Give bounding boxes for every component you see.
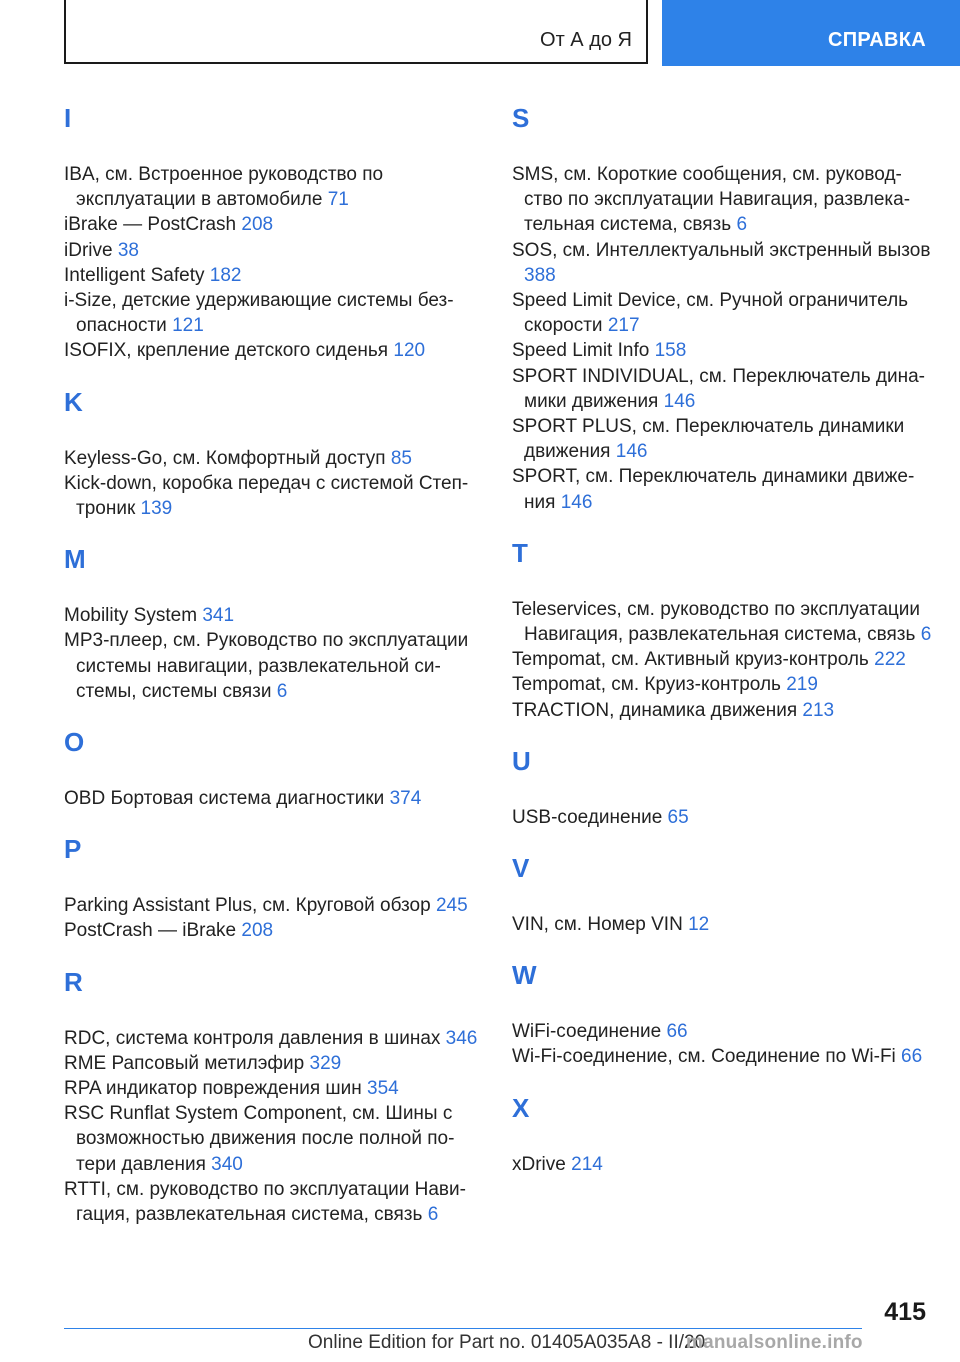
index-entry-text: iBrake — PostCrash bbox=[64, 214, 242, 236]
index-entry-text: Tempomat, см. Активный круиз-контроль bbox=[512, 649, 875, 671]
index-entry-text: TRACTION, динамика движения bbox=[512, 699, 803, 721]
page-link[interactable]: 139 bbox=[140, 498, 173, 520]
index-entry-text: SOS, см. Интеллектуальный экстренный вызов bbox=[512, 239, 931, 261]
section-letter: I bbox=[64, 103, 72, 133]
index-entry bbox=[512, 414, 932, 464]
page-link[interactable]: 346 bbox=[445, 1027, 478, 1049]
page-link[interactable]: 208 bbox=[241, 920, 274, 942]
index-section-t bbox=[512, 531, 932, 723]
index-entry bbox=[512, 338, 932, 363]
index-entry-text: IBA, см. Встроенное руководство по эксплуатации в автомобиле bbox=[64, 164, 384, 211]
index-entry bbox=[64, 786, 484, 811]
page-link[interactable]: 158 bbox=[654, 340, 687, 362]
page-link[interactable]: 65 bbox=[667, 806, 689, 828]
index-entry-text: SPORT INDIVIDUAL, см. Переключатель динамики движения bbox=[512, 365, 925, 412]
index-entry-text: Wi-Fi-соединение, см. Соединение по Wi-Fi bbox=[512, 1046, 902, 1068]
index-column-right bbox=[512, 96, 932, 1193]
index-entry bbox=[512, 912, 932, 937]
index-entry-text: Speed Limit Info bbox=[512, 340, 655, 362]
watermark: manualsonline.info bbox=[686, 1332, 863, 1353]
index-entry bbox=[512, 805, 932, 830]
index-entry bbox=[64, 162, 484, 212]
page-link[interactable]: 388 bbox=[524, 264, 556, 286]
index-entry bbox=[64, 1177, 484, 1227]
index-entry bbox=[64, 338, 484, 363]
index-entry-text: xDrive bbox=[512, 1153, 572, 1175]
section-letter: T bbox=[512, 537, 528, 568]
page-link[interactable]: 6 bbox=[276, 680, 288, 702]
index-section-i bbox=[64, 96, 484, 364]
index-entry bbox=[64, 1051, 484, 1076]
header-tab[interactable] bbox=[662, 0, 960, 66]
section-letter: V bbox=[512, 853, 530, 884]
index-entry bbox=[64, 212, 484, 237]
index-entry bbox=[64, 1026, 484, 1051]
index-entry bbox=[512, 1152, 932, 1177]
index-entry bbox=[512, 698, 932, 723]
page-link[interactable]: 182 bbox=[209, 264, 242, 286]
index-entry-text: RTTI, см. руководство по эксплуатации Навигация, развлекательная система, связь bbox=[64, 1178, 466, 1226]
page-link[interactable]: 245 bbox=[435, 895, 468, 917]
index-entry-text: Speed Limit Device, см. Ручной ограничитель скорости bbox=[512, 290, 909, 337]
page-link[interactable]: 38 bbox=[117, 239, 139, 261]
page-link[interactable]: 222 bbox=[874, 649, 906, 671]
index-section-m bbox=[64, 537, 484, 704]
index-column-left bbox=[64, 96, 484, 1243]
index-entry bbox=[512, 672, 932, 697]
index-entry-text: OBD Бортовая система диагностики bbox=[64, 788, 390, 810]
index-section-s bbox=[512, 96, 932, 515]
index-section-p bbox=[64, 827, 484, 943]
index-entry bbox=[512, 238, 932, 288]
index-entry bbox=[512, 288, 932, 338]
page-link[interactable]: 66 bbox=[901, 1046, 923, 1068]
page-link[interactable]: 214 bbox=[571, 1153, 603, 1175]
index-entry-text: SPORT, см. Переключатель динамики движения bbox=[512, 466, 915, 513]
page-number: 415 bbox=[884, 1298, 926, 1326]
index-section-w bbox=[512, 953, 932, 1069]
index-entry bbox=[512, 647, 932, 672]
page-link[interactable]: 329 bbox=[309, 1052, 342, 1074]
index-section-v bbox=[512, 846, 932, 937]
index-entry bbox=[64, 446, 484, 471]
page-link[interactable]: 340 bbox=[211, 1153, 243, 1175]
index-entry-text: RME Рапсовый метилэфир bbox=[64, 1052, 310, 1074]
index-entry bbox=[64, 288, 484, 338]
index-entry bbox=[64, 471, 484, 521]
index-entry bbox=[512, 162, 932, 238]
index-entry bbox=[64, 263, 484, 288]
page-link[interactable]: 66 bbox=[666, 1021, 688, 1043]
section-letter: K bbox=[64, 386, 83, 417]
section-letter: X bbox=[512, 1092, 530, 1123]
index-entry-text: i-Size, детские удерживающие системы безопасности bbox=[64, 290, 454, 337]
index-entry bbox=[512, 1019, 932, 1044]
index-entry bbox=[64, 238, 484, 263]
section-letter: U bbox=[512, 745, 531, 776]
page-link[interactable]: 217 bbox=[607, 315, 640, 337]
index-section-x bbox=[512, 1086, 932, 1177]
index-entry-text: SMS, см. Короткие сообщения, см. руководство по эксплуатации Навигация, развлекательная система, связь bbox=[512, 164, 911, 236]
index-section-o bbox=[64, 720, 484, 811]
page-link[interactable]: 6 bbox=[427, 1204, 439, 1226]
page-link[interactable]: 146 bbox=[615, 441, 648, 463]
section-letter: O bbox=[64, 727, 85, 758]
page-link[interactable]: 374 bbox=[389, 788, 422, 810]
index-entry bbox=[64, 918, 484, 943]
page-link[interactable]: 120 bbox=[393, 340, 426, 362]
index-entry-text: Teleservices, см. руководство по эксплуатации Навигация, развлекательная система, связь bbox=[512, 598, 921, 646]
section-letter: W bbox=[512, 960, 537, 991]
index-entry-text: Parking Assistant Plus, см. Круговой обзор bbox=[64, 895, 436, 917]
index-entry bbox=[512, 464, 932, 514]
index-entry-text: WiFi-соединение bbox=[512, 1021, 667, 1043]
footer-divider bbox=[64, 1328, 862, 1329]
index-entry-text: RSC Runflat System Component, см. Шины с возможностью движения после полной потери давления bbox=[64, 1103, 455, 1175]
index-entry-text: Kick-down, коробка передач с системой Стептроник bbox=[64, 472, 469, 520]
page-link[interactable]: 12 bbox=[688, 914, 710, 936]
index-entry bbox=[64, 603, 484, 628]
page-link[interactable]: 213 bbox=[802, 699, 835, 721]
header-tab-label: СПРАВКА bbox=[827, 29, 926, 51]
index-entry-text: USB-соединение bbox=[512, 806, 668, 828]
index-section-u bbox=[512, 739, 932, 830]
page-link[interactable]: 146 bbox=[663, 390, 696, 412]
page-link[interactable]: 85 bbox=[390, 447, 412, 469]
page-link[interactable]: 341 bbox=[202, 605, 235, 627]
index-entry bbox=[64, 1101, 484, 1177]
section-letter: S bbox=[512, 103, 530, 133]
section-letter: M bbox=[64, 544, 86, 575]
index-entry bbox=[512, 364, 932, 414]
index-entry-text: RPA индикатор повреждения шин bbox=[64, 1078, 368, 1100]
page-link[interactable]: 121 bbox=[172, 315, 204, 337]
header-section-title: От А до Я bbox=[540, 29, 632, 51]
index-entry-text: PostCrash — iBrake bbox=[64, 920, 242, 942]
index-entry bbox=[512, 1044, 932, 1069]
page-link[interactable]: 6 bbox=[736, 214, 748, 236]
index-section-k bbox=[64, 380, 484, 522]
page-link[interactable]: 219 bbox=[786, 674, 818, 696]
page-link[interactable]: 71 bbox=[327, 189, 349, 211]
index-entry-text: Keyless-Go, см. Комфортный доступ bbox=[64, 447, 391, 469]
page-link[interactable]: 6 bbox=[920, 624, 932, 646]
index-entry bbox=[64, 628, 484, 704]
page-link[interactable]: 354 bbox=[367, 1078, 399, 1100]
index-entry-text: Tempomat, см. Круиз-контроль bbox=[512, 674, 787, 696]
index-entry-text: MP3-плеер, см. Руководство по эксплуатации системы навигации, развлекательной системы, системы связи bbox=[64, 630, 469, 702]
page-link[interactable]: 146 bbox=[560, 491, 593, 513]
index-entry-text: VIN, см. Номер VIN bbox=[512, 914, 689, 936]
section-letter: R bbox=[64, 966, 83, 997]
index-entry-text: Mobility System bbox=[64, 605, 203, 627]
page-link[interactable]: 208 bbox=[241, 214, 274, 236]
index-entry bbox=[512, 597, 932, 647]
header-section-box bbox=[64, 0, 648, 64]
index-entry-text: ISOFIX, крепление детского сиденья bbox=[64, 340, 394, 362]
index-entry bbox=[64, 893, 484, 918]
index-entry-text: Intelligent Safety bbox=[64, 264, 210, 286]
index-entry bbox=[64, 1076, 484, 1101]
index-section-r bbox=[64, 960, 484, 1228]
edition-text: Online Edition for Part no. 01405A035A8 - II/20 bbox=[308, 1332, 706, 1353]
index-entry-text: iDrive bbox=[64, 239, 118, 261]
index-entry-text: RDC, система контроля давления в шинах bbox=[64, 1027, 446, 1049]
index-entry-text: SPORT PLUS, см. Переключатель динамики движения bbox=[512, 416, 905, 463]
section-letter: P bbox=[64, 834, 82, 865]
